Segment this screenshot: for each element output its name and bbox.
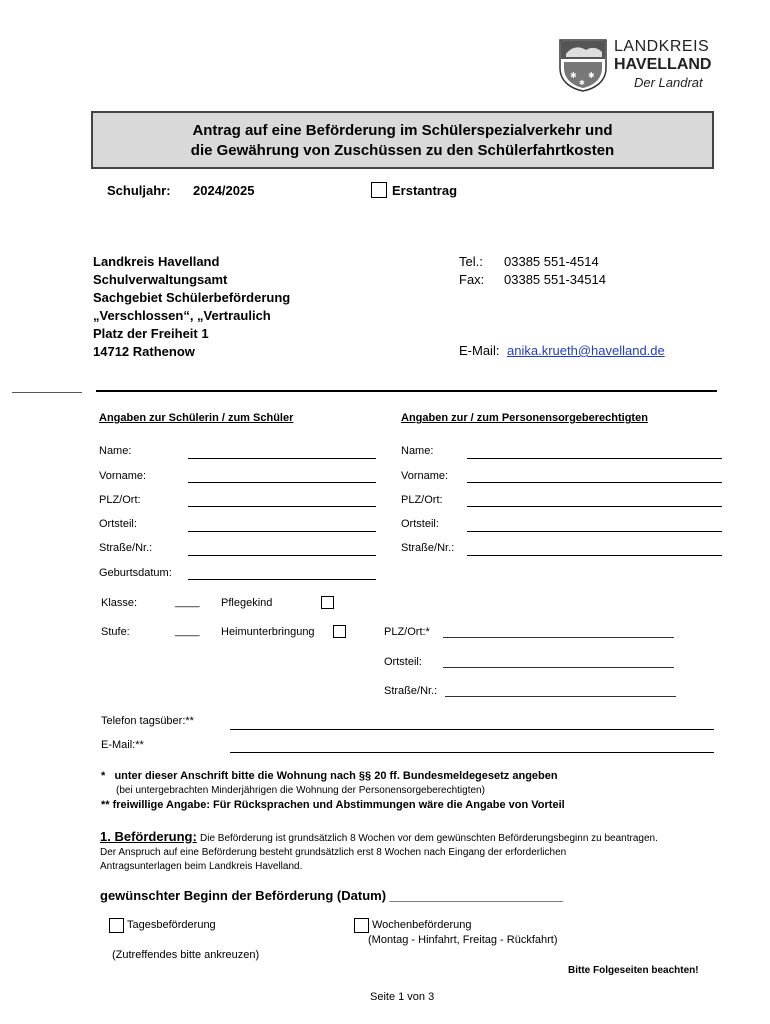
section1-text-line2: Der Anspruch auf eine Beförderung besteht grundsätzlich erst 8 Wochen nach Eingang der erforderlichen: [100, 847, 567, 858]
fax-label: Fax:: [459, 272, 485, 287]
weekly-transport-sub: (Montag - Hinfahrt, Freitag - Rückfahrt): [368, 934, 558, 946]
student-heading: Angaben zur Schülerin / zum Schüler: [99, 412, 294, 424]
level-field[interactable]: ____: [175, 625, 200, 637]
svg-text:✱: ✱: [570, 71, 577, 80]
phone-day-label: Telefon tagsüber:**: [101, 715, 194, 727]
phone-day-field[interactable]: [230, 729, 714, 730]
address-line: Schulverwaltungsamt: [93, 272, 228, 287]
tel-label: Tel.:: [459, 254, 483, 269]
tick-hint: (Zutreffendes bitte ankreuzen): [112, 949, 260, 961]
student-name-label: Name:: [99, 445, 132, 457]
email-link[interactable]: anika.krueth@havelland.de: [507, 343, 665, 358]
guardian-heading: Angaben zur / zum Personensorgeberechtigten: [401, 412, 648, 424]
tel-value: 03385 551-4514: [504, 254, 599, 269]
foster-child-label: Pflegekind: [221, 597, 273, 609]
logo-text-landkreis: LANDKREIS: [614, 38, 710, 55]
logo-text-landrat: Der Landrat: [634, 75, 703, 90]
residence-district-label: Ortsteil:: [384, 656, 422, 668]
guardian-firstname-label: Vorname:: [401, 470, 449, 482]
student-firstname-field[interactable]: [188, 482, 376, 483]
student-birthdate-field[interactable]: [188, 579, 376, 580]
weekly-transport-label: Wochenbeförderung: [372, 919, 472, 931]
form-title-line1: Antrag auf eine Beförderung im Schülerspezialverkehr und: [192, 122, 613, 139]
class-field[interactable]: ____: [175, 596, 200, 608]
daily-transport-label: Tagesbeförderung: [127, 919, 216, 931]
section-divider: [96, 390, 717, 392]
svg-text:✱: ✱: [588, 71, 595, 80]
residence-plz-label: PLZ/Ort:*: [384, 626, 430, 638]
coat-of-arms-logo: [558, 38, 608, 92]
residence-district-field[interactable]: [443, 667, 674, 668]
address-line: Sachgebiet Schülerbeförderung: [93, 290, 291, 305]
student-district-field[interactable]: [188, 531, 376, 532]
residence-plz-field[interactable]: [443, 637, 674, 638]
guardian-plz-label: PLZ/Ort:: [401, 494, 443, 506]
section1-heading: 1. Beförderung:: [100, 829, 197, 844]
home-placement-checkbox[interactable]: [333, 625, 346, 638]
home-placement-label: Heimunterbringung: [221, 626, 315, 638]
page-number: Seite 1 von 3: [370, 991, 435, 1003]
guardian-name-field[interactable]: [467, 458, 722, 459]
school-year-value: 2024/2025: [193, 183, 255, 198]
start-date-field[interactable]: gewünschter Beginn der Beförderung (Datum) ________________________: [100, 888, 564, 903]
weekly-transport-checkbox[interactable]: [354, 918, 369, 933]
student-firstname-label: Vorname:: [99, 470, 147, 482]
student-street-field[interactable]: [188, 555, 376, 556]
phone-email-label: E-Mail:**: [101, 739, 144, 751]
address-line: Platz der Freiheit 1: [93, 326, 209, 341]
note-address-sub: (bei untergebrachten Minderjährigen die Wohnung der Personensorgeberechtigten): [116, 785, 485, 796]
note-address: * unter dieser Anschrift bitte die Wohnung nach §§ 20 ff. Bundesmeldegesetz angeben: [101, 770, 558, 782]
student-district-label: Ortsteil:: [99, 518, 137, 530]
address-line: 14712 Rathenow: [93, 344, 195, 359]
form-title-box: [91, 111, 714, 169]
level-label: Stufe:: [101, 626, 130, 638]
phone-email-field[interactable]: [230, 752, 714, 753]
guardian-name-label: Name:: [401, 445, 434, 457]
guardian-district-field[interactable]: [467, 531, 722, 532]
guardian-district-label: Ortsteil:: [401, 518, 439, 530]
student-birthdate-label: Geburtsdatum:: [99, 567, 172, 579]
see-following-pages: Bitte Folgeseiten beachten!: [568, 965, 699, 976]
guardian-street-label: Straße/Nr.:: [401, 542, 455, 554]
section1-text-line1: Die Beförderung ist grundsätzlich 8 Wochen vor dem gewünschten Beförderungsbeginn zu beantragen.: [200, 833, 658, 844]
first-application-label: Erstantrag: [392, 183, 458, 198]
margin-mark: [12, 392, 82, 393]
guardian-firstname-field[interactable]: [467, 482, 722, 483]
address-line: Landkreis Havelland: [93, 254, 220, 269]
residence-street-field[interactable]: [445, 696, 676, 697]
school-year-label: Schuljahr:: [107, 183, 171, 198]
note-optional: ** freiwillige Angabe: Für Rücksprachen und Abstimmungen wäre die Angabe von Vorteil: [101, 799, 565, 811]
form-title-line2: die Gewährung von Zuschüssen zu den Schülerfahrtkosten: [190, 142, 615, 159]
student-street-label: Straße/Nr.:: [99, 542, 153, 554]
guardian-street-field[interactable]: [467, 555, 722, 556]
fax-value: 03385 551-34514: [504, 272, 606, 287]
svg-text:✱: ✱: [579, 79, 585, 87]
residence-street-label: Straße/Nr.:: [384, 685, 438, 697]
guardian-plz-field[interactable]: [467, 506, 722, 507]
first-application-checkbox[interactable]: [371, 182, 387, 198]
logo-text-havelland: HAVELLAND: [614, 56, 712, 73]
student-plz-label: PLZ/Ort:: [99, 494, 141, 506]
email-label: E-Mail:: [459, 343, 500, 358]
recipient-address: [93, 253, 290, 361]
student-plz-field[interactable]: [188, 506, 376, 507]
student-name-field[interactable]: [188, 458, 376, 459]
daily-transport-checkbox[interactable]: [109, 918, 124, 933]
section1-text-line3: Antragsunterlagen beim Landkreis Havelland.: [100, 861, 303, 872]
class-label: Klasse:: [101, 597, 138, 609]
address-line: „Verschlossen“, „Vertraulich: [93, 308, 271, 323]
foster-child-checkbox[interactable]: [321, 596, 334, 609]
